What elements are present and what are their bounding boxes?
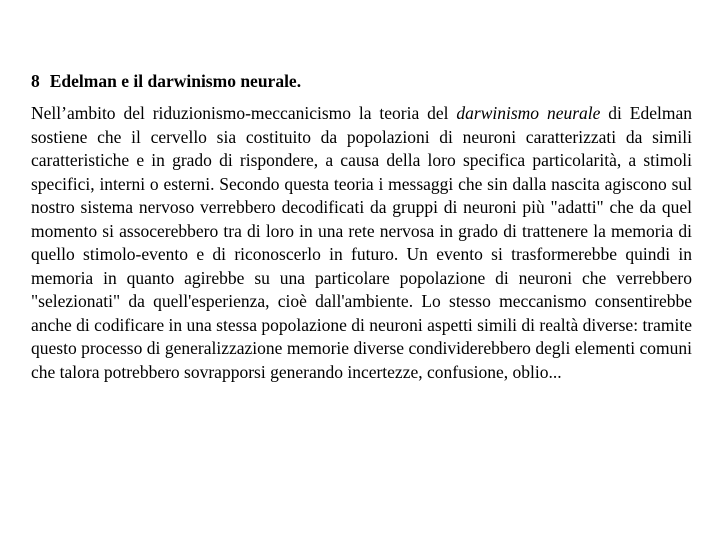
paragraph-text-start: Nell’ambito del riduzionismo-meccanicismo la teoria del xyxy=(31,103,457,123)
paragraph-text-rest: di Edelman sostiene che il cervello sia costituito da popolazioni di neuroni caratterizzati da simili caratteristiche e in grado di rispondere, a causa della loro specifica particolarità, a stimoli specifici, interni o esterni. Secondo questa teoria i messaggi che sin dalla nascita agiscono sul nostro sistema nervoso verrebbero decodificati da gruppi di neuroni più "adatti" che da quel momento si assocerebbero tra di loro in una rete nervosa in grado di trattenere la memoria di quello stimolo-evento e di riconoscerlo in futuro. Un evento si trasformerebbe quindi in memoria in quanto agirebbe su una particolare popolazione di neuroni che verrebbero "selezionati" da quell'esperienza, cioè dall'ambiente. Lo stesso meccanismo consentirebbe anche di codificare in una stessa popolazione di neuroni aspetti simili di realtà diverse: tramite questo processo di generalizzazione memorie diverse condividerebbero degli elementi comuni che talora potrebbero sovrapporsi generando incertezze, confusione, oblio... xyxy=(31,103,693,382)
paragraph-emphasis: darwinismo neurale xyxy=(456,103,601,123)
section-heading xyxy=(31,70,691,92)
body-paragraph xyxy=(31,102,692,384)
section-number: 8 xyxy=(31,71,40,91)
section-title: Edelman e il darwinismo neurale. xyxy=(49,71,302,91)
